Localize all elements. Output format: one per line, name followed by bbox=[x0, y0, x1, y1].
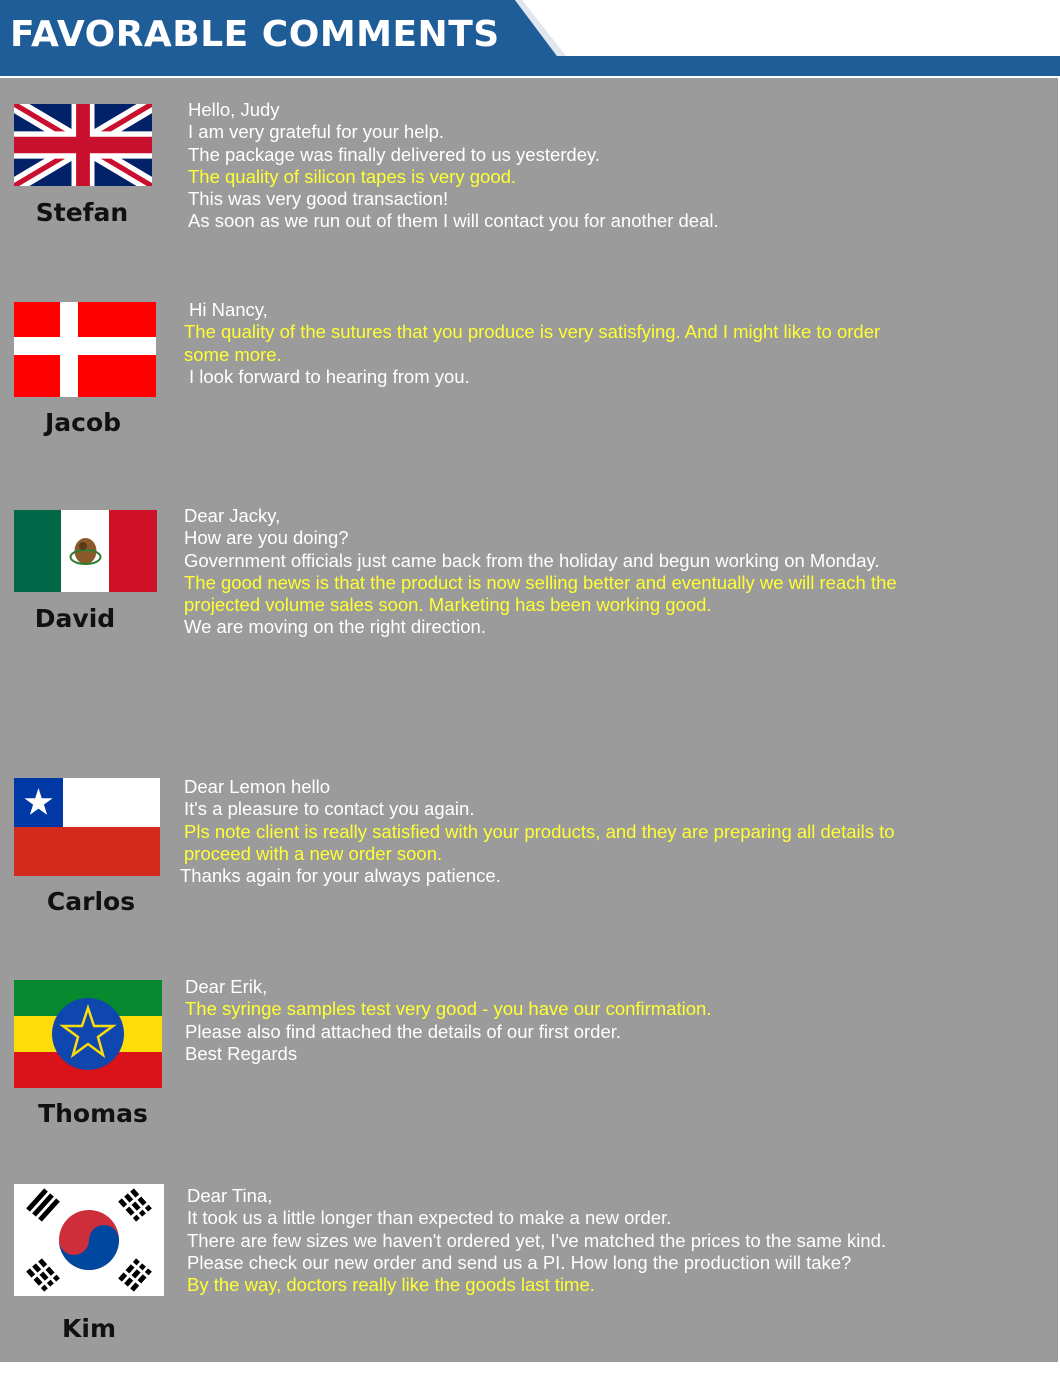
comment-text bbox=[187, 1185, 927, 1296]
comment-line-highlight: By the way, doctors really like the goods last time. bbox=[187, 1274, 595, 1296]
commenter-name: Stefan bbox=[35, 198, 129, 227]
commenter-name: Jacob bbox=[44, 408, 122, 437]
comment-line: Government officials just came back from the holiday and begun working on Monday. bbox=[184, 549, 880, 571]
comment-line: I look forward to hearing from you. bbox=[189, 365, 470, 387]
mexico-flag bbox=[14, 510, 157, 592]
comment-text bbox=[184, 299, 904, 388]
comment-line: The package was finally delivered to us yesterdey. bbox=[188, 143, 601, 165]
comment-line: Dear Erik, bbox=[185, 976, 268, 997]
comment-text bbox=[185, 976, 925, 1065]
comment-line: Please also find attached the details of our first order. bbox=[185, 1020, 622, 1042]
comment-line: As soon as we run out of them I will contact you for another deal. bbox=[188, 210, 719, 232]
comment-line-highlight: Pls note client is really satisfied with your products, and they are preparing all details to proceed with a new order soon. bbox=[184, 820, 895, 864]
page-header bbox=[0, 0, 1060, 78]
comment-line: Dear Tina, bbox=[187, 1185, 273, 1206]
comment-line: It took us a little longer than expected to make a new order. bbox=[187, 1207, 672, 1229]
commenter-name: Carlos bbox=[46, 887, 136, 916]
page-title: FAVORABLE COMMENTS bbox=[10, 14, 500, 55]
commenter-name: David bbox=[34, 604, 116, 633]
korea-flag bbox=[14, 1184, 164, 1296]
commenter-name: Thomas bbox=[38, 1099, 148, 1128]
comment-line: There are few sizes we haven't ordered yet, I've matched the prices to the same kind. bbox=[187, 1229, 887, 1251]
uk-flag bbox=[14, 104, 152, 186]
chile-flag bbox=[14, 778, 160, 876]
comment-text bbox=[180, 776, 910, 887]
comment-line: Please check our new order and send us a PI. How long the production will take? bbox=[187, 1251, 852, 1273]
comment-line: How are you doing? bbox=[184, 527, 349, 549]
comment-line-highlight: The syringe samples test very good - you have our confirmation. bbox=[185, 998, 712, 1020]
denmark-flag bbox=[14, 302, 156, 397]
comment-line: Best Regards bbox=[185, 1042, 298, 1064]
comment-text bbox=[184, 505, 914, 639]
comment-line-highlight: The quality of the sutures that you produce is very satisfying. And I might like to order some more. bbox=[184, 321, 881, 365]
comment-text bbox=[188, 99, 928, 233]
commenter-name: Kim bbox=[62, 1314, 116, 1343]
comment-line: It's a pleasure to contact you again. bbox=[184, 798, 475, 820]
comment-line: I am very grateful for your help. bbox=[188, 121, 445, 143]
comment-line: Dear Lemon hello bbox=[184, 776, 331, 797]
comment-line-highlight: The good news is that the product is now selling better and eventually we will reach the projected volume sales soon. Marketing has been working good. bbox=[184, 571, 897, 616]
ethiopia-flag bbox=[14, 980, 162, 1088]
comment-line-highlight: The quality of silicon tapes is very good. bbox=[188, 165, 517, 187]
comment-line: Hello, Judy bbox=[188, 99, 280, 120]
comments-panel bbox=[0, 78, 1058, 1362]
comment-line: We are moving on the right direction. bbox=[184, 616, 486, 638]
comment-line: This was very good transaction! bbox=[188, 188, 449, 210]
comment-line: Thanks again for your always patience. bbox=[180, 865, 501, 887]
comment-line: Dear Jacky, bbox=[184, 505, 281, 526]
comment-line: Hi Nancy, bbox=[189, 299, 268, 320]
